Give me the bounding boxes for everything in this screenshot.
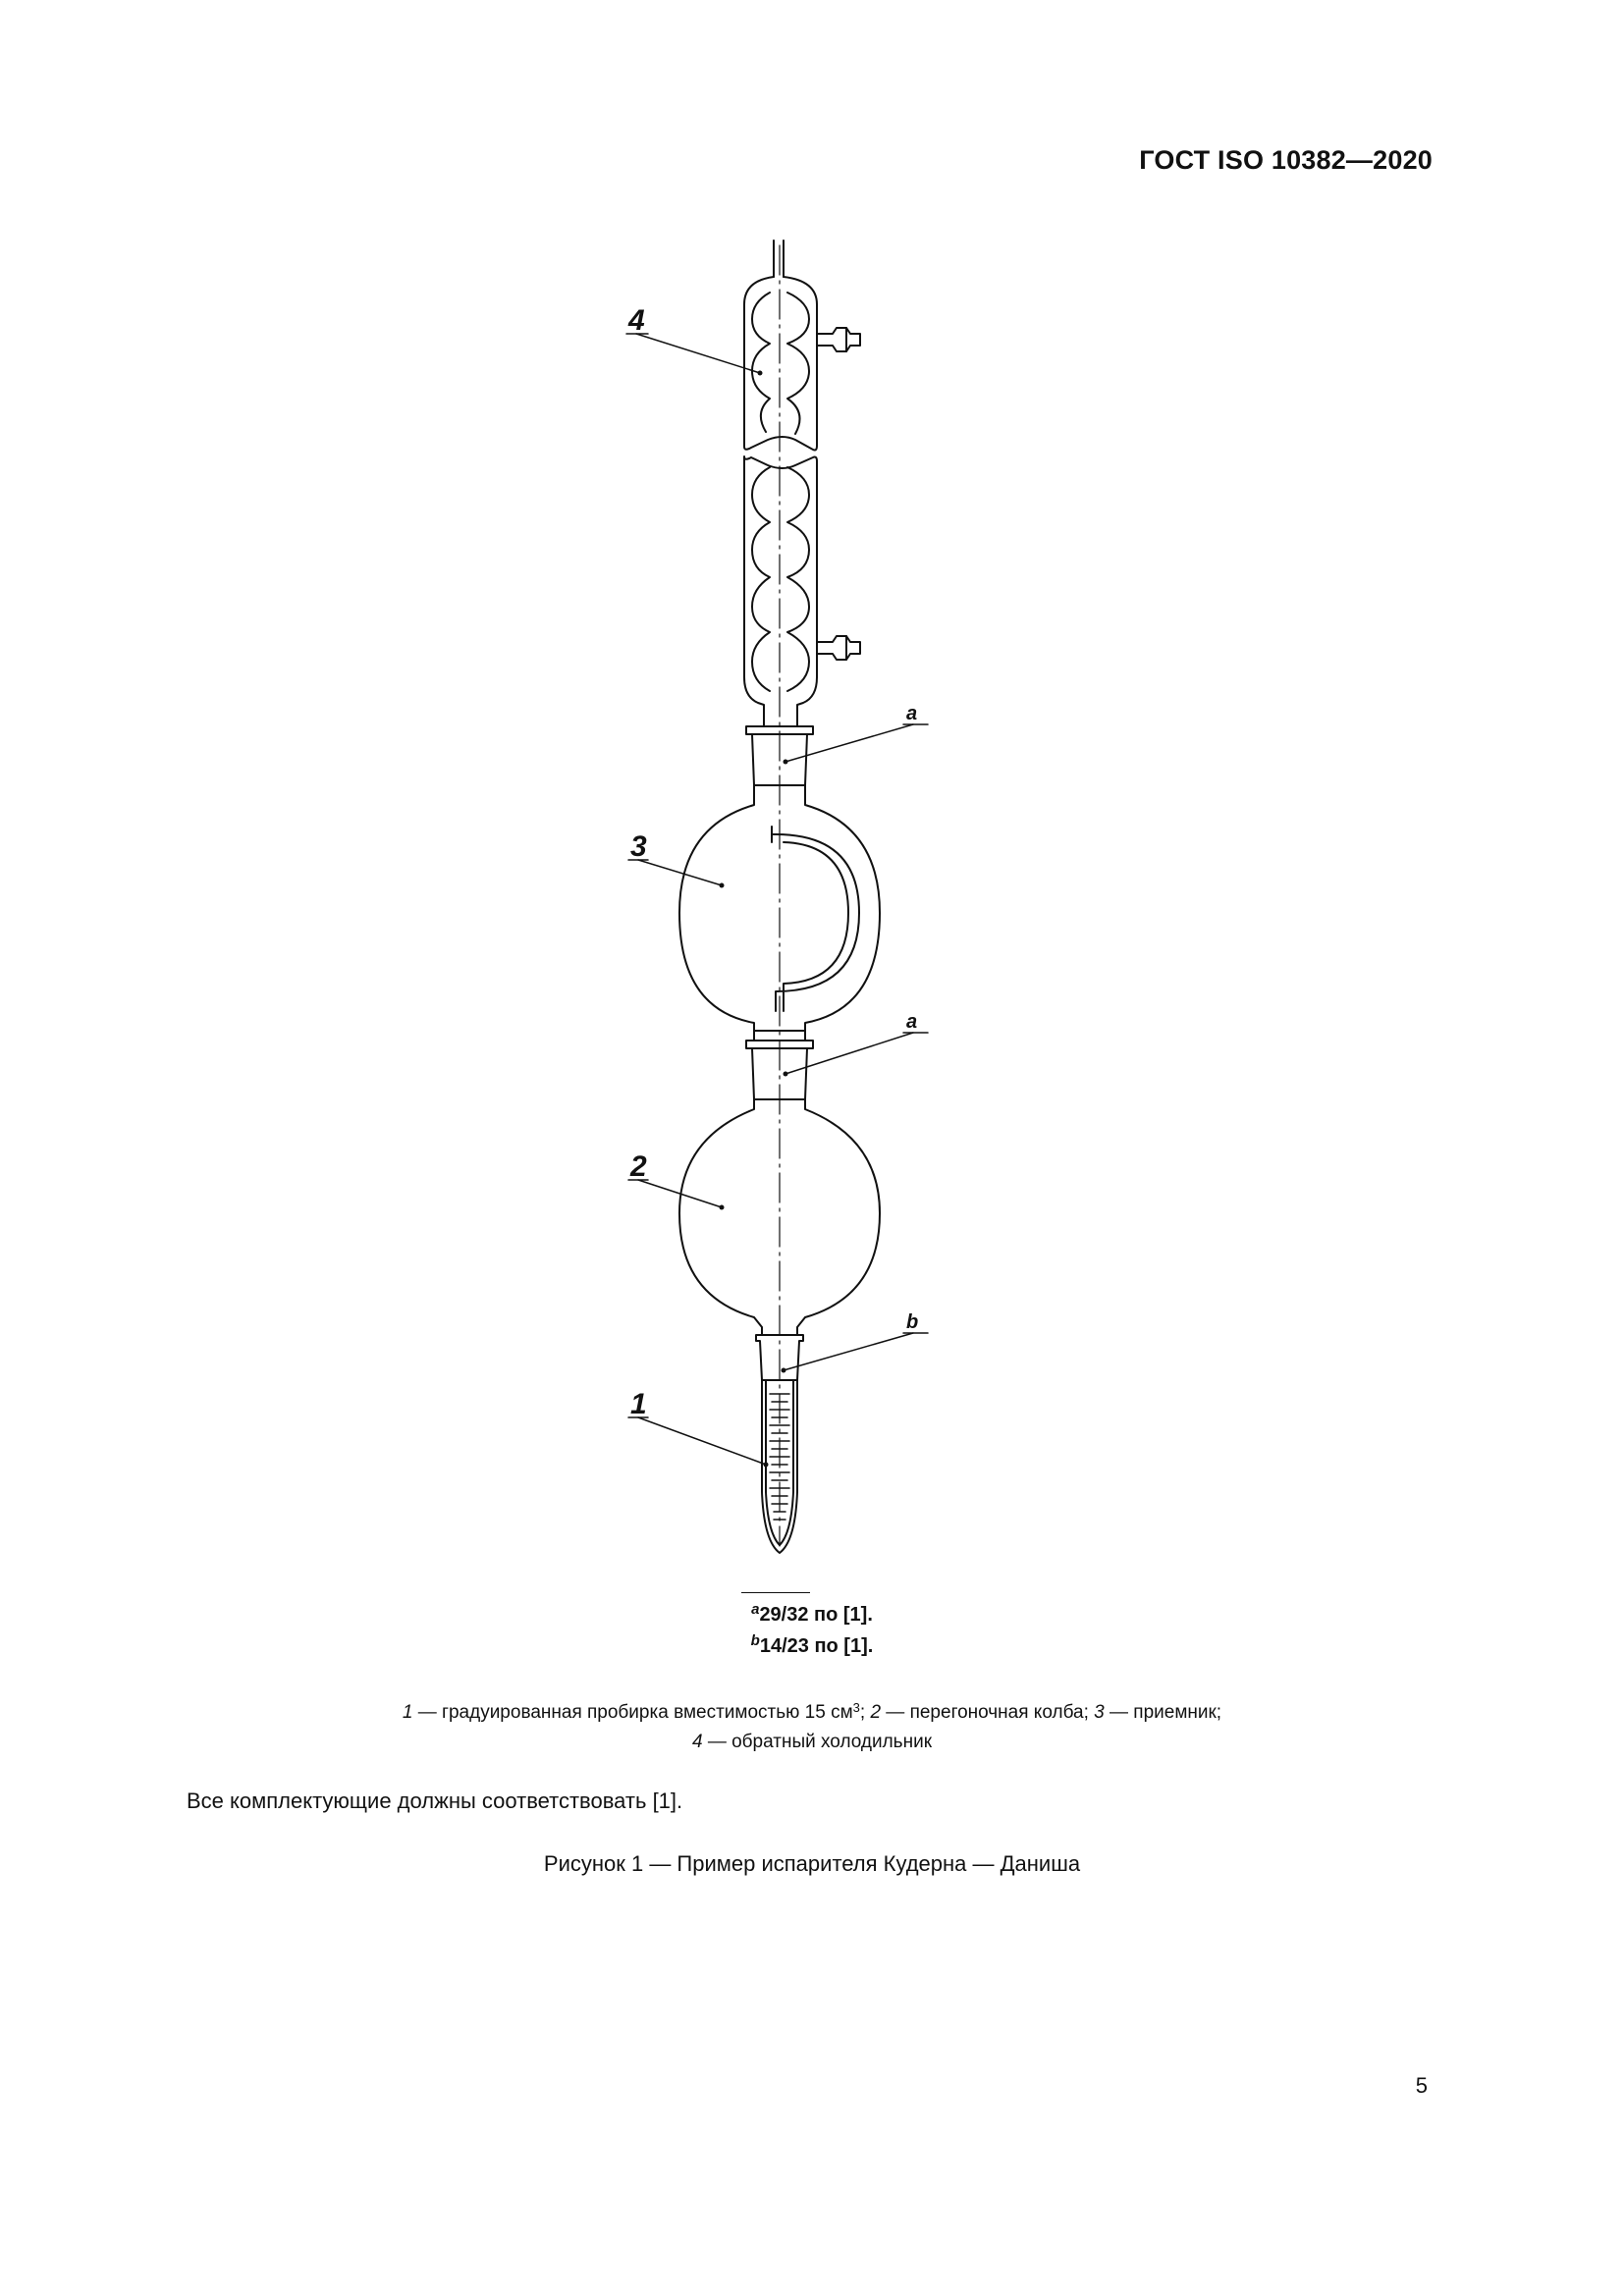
document-header: ГОСТ ISO 10382—2020 <box>1139 145 1433 175</box>
footnote-b <box>0 1630 1624 1662</box>
legend-line-2 <box>0 1728 1624 1757</box>
page-number: 5 <box>1415 2073 1428 2098</box>
callout-4: 4 <box>628 304 645 337</box>
callout-a-upper: a <box>906 703 918 724</box>
footnote-rule <box>741 1592 810 1593</box>
legend-text: — градуированная пробирка вместимостью 15 см <box>412 1702 853 1723</box>
callout-3: 3 <box>630 830 647 863</box>
callout-1: 1 <box>630 1388 647 1420</box>
leader-dots <box>720 371 788 1468</box>
top-tube <box>774 240 784 277</box>
footnote-marker: b <box>750 1632 760 1649</box>
callout-a-lower: a <box>906 1011 918 1033</box>
legend-text: — приемник; <box>1104 1702 1222 1723</box>
legend-num: 2 <box>870 1702 882 1723</box>
reflux-condenser-upper <box>744 277 860 451</box>
figure-caption: Рисунок 1 — Пример испарителя Кудерна — Даниша <box>543 1851 1081 1876</box>
callout-b: b <box>906 1311 919 1333</box>
legend-line-1 <box>0 1698 1624 1728</box>
legend-num: 4 <box>691 1732 703 1752</box>
reflux-condenser-lower <box>744 456 860 726</box>
figure-footnotes <box>0 1592 1624 1662</box>
compliance-note: Все комплектующие должны соответствовать [1]. <box>187 1789 683 1813</box>
legend-text: — обратный холодильник <box>702 1732 933 1752</box>
apparatus-drawing <box>589 226 943 1600</box>
footnote-a <box>0 1599 1624 1630</box>
figure-legend <box>0 1698 1624 1757</box>
figure-kuderna-danish-evaporator <box>589 226 943 1600</box>
legend-sup: 3 <box>852 1700 860 1715</box>
footnote-marker: a <box>751 1601 760 1618</box>
footnote-text: 14/23 по [1]. <box>759 1635 874 1657</box>
legend-num: 3 <box>1094 1702 1105 1723</box>
leader-lines <box>626 334 928 1465</box>
callout-2: 2 <box>630 1150 647 1183</box>
legend-text: — перегоночная колба; <box>881 1702 1095 1723</box>
footnote-text: 29/32 по [1]. <box>759 1604 873 1626</box>
legend-num: 1 <box>402 1702 413 1723</box>
legend-separator: ; <box>859 1702 871 1723</box>
